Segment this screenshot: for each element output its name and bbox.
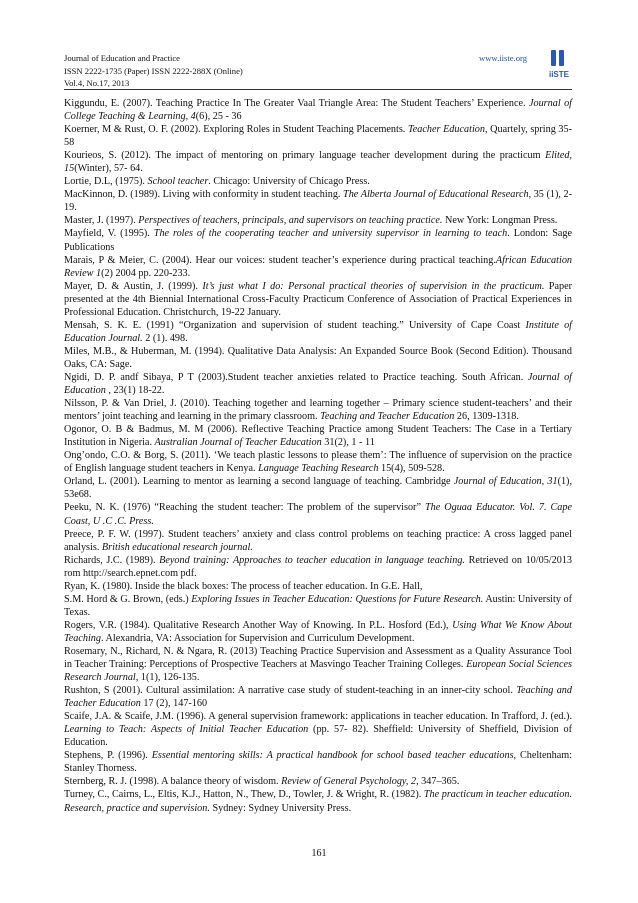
reference-text-segment: , 23(1) 18-22. xyxy=(105,385,165,397)
reference-entry xyxy=(64,423,572,449)
reference-text-segment: 1(1), 126-135. xyxy=(138,672,200,684)
reference-italic-segment: European Social Sciences Research Journal, xyxy=(64,659,572,684)
reference-entry xyxy=(64,214,572,227)
reference-text-segment: 35 (1), 2-19. xyxy=(64,189,572,214)
reference-italic-segment: Beyond training: Approaches to teacher education in language teaching. xyxy=(159,554,465,566)
reference-italic-segment: The Oguaa Educator. Vol. 7. Cape Coast, U .C .C. Press. xyxy=(64,502,572,527)
reference-entry xyxy=(64,645,572,684)
reference-italic-segment: The Alberta Journal of Educational Research, xyxy=(343,189,532,201)
reference-entry xyxy=(64,254,572,280)
reference-text-segment: Rogers, V.R. (1984). Qualitative Research Another Way of Knowing. In P.L. Hosford (Ed.), xyxy=(64,619,453,631)
reference-text-segment: MacKinnon, D. (1989). Living with conformity in student teaching. xyxy=(64,189,344,201)
reference-entry xyxy=(64,475,572,501)
reference-italic-segment: Teaching and Teacher Education xyxy=(320,411,455,423)
journal-website-link[interactable]: www.iiste.org xyxy=(479,53,527,63)
reference-text-segment: Sydney: Sydney University Press. xyxy=(209,802,352,814)
reference-text-segment: Rushton, S (2001). Cultural assimilation: A narrative case study of student-teaching in an inner-city school. xyxy=(64,685,517,697)
reference-italic-segment: Review of General Psychology, 2 xyxy=(281,776,417,788)
reference-italic-segment: Essential mentoring skills: A practical handbook for school based teacher educations xyxy=(151,750,514,762)
reference-entry xyxy=(64,619,572,645)
reference-text-segment: Retrieved on 10/05/2013 rom http://search.epnet.com pdf. xyxy=(64,554,573,579)
reference-text-segment: . London: Sage Publications xyxy=(64,228,572,253)
reference-text-segment: New York: Longman Press. xyxy=(442,215,558,227)
reference-entry xyxy=(64,775,572,788)
reference-italic-segment: Journal of Education xyxy=(64,371,572,397)
reference-text-segment: Scaife, J.A. & Scaife, J.M. (1996). A general supervision framework: applications in teacher education. In Trafford, J. (ed.). xyxy=(64,711,572,723)
reference-text-segment: 31(2), 1 - 11 xyxy=(321,437,375,449)
reference-text-segment: Stephens, P. (1996). xyxy=(64,750,152,762)
reference-entry xyxy=(64,749,572,775)
reference-italic-segment: Using What We Know About Teaching xyxy=(64,619,572,644)
reference-text-segment: Master, J. (1997). xyxy=(64,215,139,227)
reference-entry xyxy=(64,580,572,593)
reference-italic-segment: Journal of College Teaching & Learning, 4 xyxy=(64,98,572,123)
reference-text-segment: Nilsson, P. & Van Driel, J. (2010). Teaching together and learning together – Primary science student-teachers’ and their mentors’ joint teaching and learning in the primary classroom. xyxy=(64,398,572,423)
reference-text-segment: Marais, P & Meier, C. (2004). Hear our voices: student teacher’s experience during practical teaching. xyxy=(64,254,496,266)
reference-text-segment: Rosemary, N., Richard, N. & Ngara, R. (2013) Teaching Practice Supervision and Assessment as a Quality Assurance Tool in Teacher Training: Perceptions of Prospective Teachers at Masvingo Teacher Training Colleges. xyxy=(64,645,572,671)
reference-italic-segment: African Education Review 1 xyxy=(64,254,573,279)
reference-entry xyxy=(64,371,572,397)
reference-text-segment: Paper presented at the 4th Biennial International Cross-Faculty Practicum Conference of Association of Practical Experiences in Professional Education. Christchurch, 19-22 January. xyxy=(64,280,573,318)
reference-text-segment: Sternberg, R. J. (1998). A balance theory of wisdom. xyxy=(64,776,282,788)
reference-text-segment: Kourieos, S. (2012). The impact of mentoring on primary language teacher development during the practicum xyxy=(64,150,546,162)
reference-italic-segment: Journal of Education, 31 xyxy=(453,476,558,488)
reference-italic-segment: School teacher xyxy=(147,176,209,188)
reference-italic-segment: Teacher Education xyxy=(408,124,485,136)
logo-text: iiSTE xyxy=(548,70,570,79)
logo-mark-right xyxy=(559,50,564,66)
journal-volume: Vol.4, No.17, 2013 xyxy=(64,78,130,89)
journal-header xyxy=(64,52,571,90)
journal-issn: ISSN 2222-1735 (Paper) ISSN 2222-288X (Online) xyxy=(64,65,243,76)
reference-entry xyxy=(64,528,572,554)
reference-text-segment: (pp. 57- 82). Sheffield: University of Sheffield, Division of Education. xyxy=(64,724,572,749)
reference-entry xyxy=(64,449,572,475)
reference-text-segment: Richards, J.C. (1989). xyxy=(64,554,160,566)
reference-entry xyxy=(64,123,572,149)
reference-italic-segment: Teaching and Teacher Education xyxy=(64,685,572,710)
reference-text-segment: 2 (1). 498. xyxy=(142,332,188,344)
reference-text-segment: , Quartely, spring 35-58 xyxy=(64,124,573,149)
reference-italic-segment: The roles of the cooperating teacher and university supervisor in learning to teach xyxy=(153,228,508,240)
reference-entry xyxy=(64,97,572,123)
reference-text-segment: , 347–365. xyxy=(416,776,460,788)
reference-entry xyxy=(64,397,572,423)
reference-italic-segment: It’s just what I do: Personal practical theories of supervision in the practicum. xyxy=(202,280,545,292)
reference-text-segment: (6), 25 - 36 xyxy=(195,111,242,123)
reference-text-segment: . Alexandria, VA: Association for Supervision and Curriculum Development. xyxy=(100,632,415,644)
reference-entry xyxy=(64,684,572,710)
header-divider xyxy=(64,89,572,90)
reference-text-segment: (Winter), 57- 64. xyxy=(74,163,143,175)
logo-mark-left xyxy=(551,50,556,66)
reference-text-segment: Ong’ondo, C.O. & Borg, S. (2011). ‘We teach plastic lessons to please them’: The influence of supervision on the practice of English language student teachers in Kenya. xyxy=(64,450,572,475)
reference-text-segment: . Chicago: University of Chicago Press. xyxy=(208,176,370,188)
reference-text-segment: Koerner, M & Rust, O. F. (2002). Exploring Roles in Student Teaching Placements. xyxy=(64,124,408,136)
reference-text-segment: (2) 2004 pp. 220-233. xyxy=(101,267,191,279)
reference-italic-segment: Exploring Issues in Teacher Education: Questions for Future Research. xyxy=(191,593,484,605)
page-number: 161 xyxy=(311,848,327,859)
reference-text-segment: Mensah, S. K. E. (1991) “Organization and supervision of student teaching.” University of Cape Coast xyxy=(64,319,526,331)
reference-text-segment: Preece, P. F. W. (1997). Student teachers’ anxiety and class control problems on teaching practice: A cross lagged panel analysis. xyxy=(64,528,572,553)
reference-text-segment: 26, 1309-1318. xyxy=(454,411,519,423)
reference-entry xyxy=(64,501,572,527)
reference-entry xyxy=(64,554,572,580)
reference-italic-segment: Perspectives of teachers, principals, and supervisors on teaching practice. xyxy=(138,215,443,227)
reference-text-segment: Turney, C., Cairns, L., Eltis, K.J., Hatton, N., Thew, D., Towler, J. & Wright, R. (1982). xyxy=(64,789,424,801)
reference-entry xyxy=(64,319,572,345)
reference-text-segment: Ryan, K. (1980). Inside the black boxes: The process of teacher education. In G.E. Hall, xyxy=(64,580,423,592)
reference-italic-segment: Australian Journal of Teacher Education xyxy=(154,437,322,449)
reference-text-segment: Lortie, D.L, (1975). xyxy=(64,176,148,188)
reference-entry xyxy=(64,149,572,175)
reference-italic-segment: Institute of Education Journal. xyxy=(64,319,573,344)
reference-entry xyxy=(64,345,572,371)
reference-italic-segment: British educational research journal. xyxy=(101,541,253,553)
reference-text-segment: Orland, L. (2001). Learning to mentor as learning a second language of teaching. Cambridge xyxy=(64,476,454,488)
reference-entry xyxy=(64,788,572,814)
reference-entry xyxy=(64,227,572,253)
reference-text-segment: S.M. Hord & G. Brown, (eds.) xyxy=(64,593,192,605)
reference-italic-segment: Learning to Teach: Aspects of Initial Teacher Education xyxy=(64,724,309,736)
reference-italic-segment: The practicum in teacher education. Research, practice and supervision. xyxy=(64,789,572,814)
reference-text-segment: Austin: University of Texas. xyxy=(64,593,572,618)
reference-list xyxy=(64,97,572,815)
reference-entry xyxy=(64,175,572,188)
reference-text-segment: Kiggundu, E. (2007). Teaching Practice In The Greater Vaal Triangle Area: The Student Teachers’ Experience. xyxy=(64,98,529,109)
reference-entry xyxy=(64,593,572,619)
reference-text-segment: , Cheltenham: Stanley Thorness. xyxy=(64,750,573,775)
reference-italic-segment: Language Teaching Research xyxy=(258,463,379,475)
reference-text-segment: 15(4), 509-528. xyxy=(378,463,445,475)
iiste-logo xyxy=(548,48,570,82)
reference-entry xyxy=(64,188,572,214)
reference-italic-segment: Elited, 15 xyxy=(64,150,572,175)
reference-entry xyxy=(64,710,572,749)
journal-title: Journal of Education and Practice xyxy=(64,53,180,63)
reference-text-segment: Peeku, N. K. (1976) “Reaching the student teacher: The problem of the supervisor” xyxy=(64,502,425,514)
reference-text-segment: Ngidi, D. P. andf Sibaya, P T (2003).Student teacher anxieties related to Practice teaching. South African. xyxy=(64,371,528,383)
reference-text-segment: Miles, M.B., & Huberman, M. (1994). Qualitative Data Analysis: An Expanded Source Book (Second Edition). Thousand Oaks, CA: Sage. xyxy=(64,345,572,370)
reference-text-segment: (1), 53e68. xyxy=(64,476,572,501)
reference-text-segment: Mayer, D. & Austin, J. (1999). xyxy=(64,280,203,292)
reference-text-segment: Ogonor, O. B & Badmus, M. M (2006). Reflective Teaching Practice among Student Teachers: The Case in a Tertiary Institution in Nigeria. xyxy=(64,424,572,449)
reference-text-segment: 17 (2), 147-160 xyxy=(140,698,208,710)
reference-text-segment: Mayfield, V. (1995). xyxy=(64,228,154,240)
reference-entry xyxy=(64,280,572,319)
